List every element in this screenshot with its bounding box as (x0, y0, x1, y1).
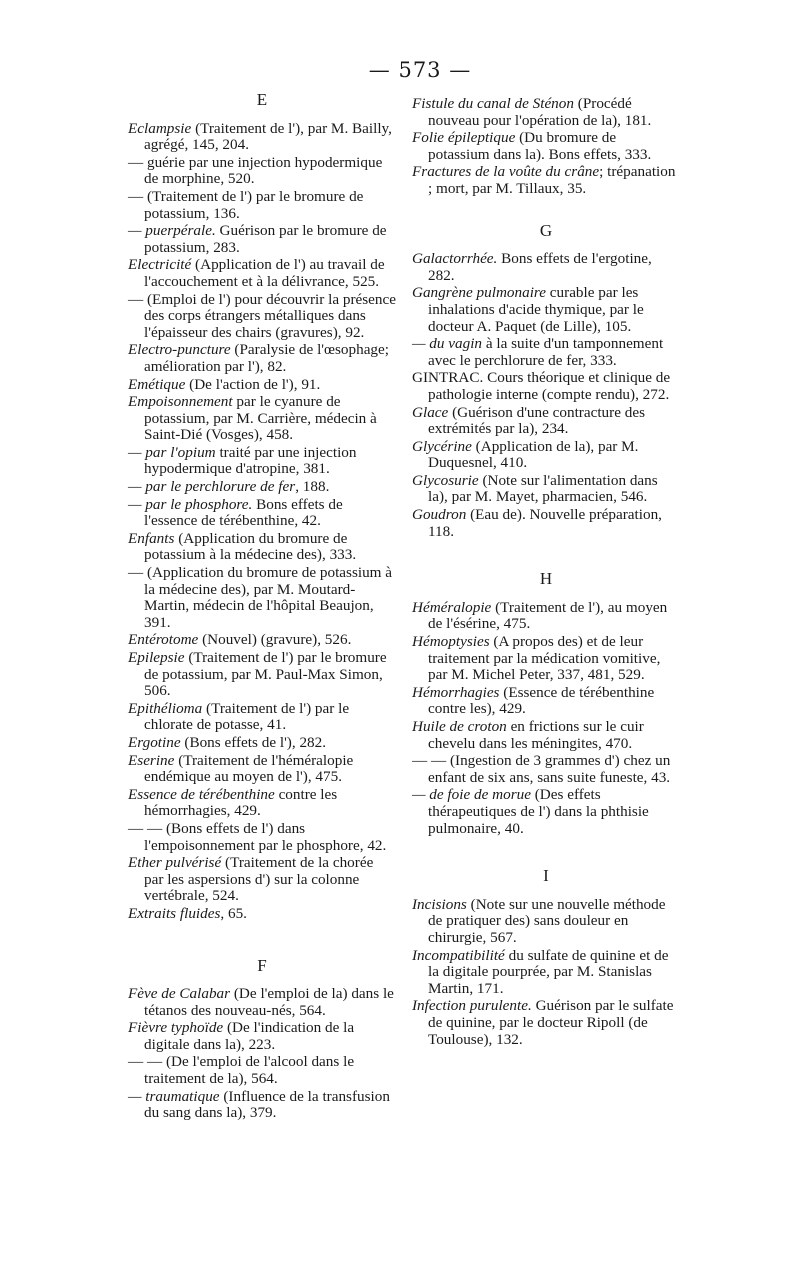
index-term: Fistule du canal de Sténon (412, 95, 574, 112)
index-detail: — (Application du bromure de potassium à la médecine des), par M. Moutard-Martin, médecin de l'hôpital Beaujon, 391. (128, 564, 393, 631)
index-detail: (Application du bromure de potassium à la médecine des), 333. (144, 529, 357, 564)
index-entry (128, 821, 396, 854)
index-entry (412, 285, 680, 335)
index-entry (412, 164, 680, 197)
index-entry (412, 753, 680, 786)
index-entry (412, 948, 680, 998)
index-entry (128, 155, 396, 188)
section-h-entries (412, 600, 680, 837)
index-term: Eclampsie (128, 119, 192, 137)
index-entry (128, 701, 396, 734)
index-term: Fractures de la voûte du crâne (412, 163, 600, 181)
index-detail: (Traitement de la chorée par les aspersions d') sur la colonne vertébrale, 524. (144, 854, 374, 905)
index-entry (128, 565, 396, 631)
index-detail: (Traitement de l') par le chlorate de potasse, 41. (144, 699, 350, 734)
index-entry (128, 632, 396, 649)
index-detail: (Guérison d'une contracture des extrémités par la), 234. (428, 403, 645, 438)
section-letter-g: G (539, 220, 553, 240)
index-detail: GINTRAC. Cours théorique et clinique de pathologie interne (compte rendu), 272. (412, 369, 671, 403)
index-entry (412, 600, 680, 633)
index-entry (128, 986, 396, 1019)
index-term: Epilepsie (128, 649, 185, 666)
index-entry (412, 897, 680, 947)
index-detail: — guérie par une injection hypodermique de morphine, 520. (128, 153, 383, 188)
index-term: Infection purulente. (412, 997, 532, 1015)
index-term: Essence de térébenthine (128, 785, 275, 803)
index-entry (412, 507, 680, 540)
index-term: — par le phosphore. (128, 495, 253, 513)
index-term: Empoisonnement (128, 393, 233, 411)
index-entry (412, 439, 680, 472)
index-detail: (Note sur l'alimentation dans la), par M. Mayet, pharmacien, 546. (428, 471, 658, 506)
index-detail: contre les hémorrhagies, 429. (144, 785, 338, 820)
index-entry (128, 292, 396, 342)
index-entry (128, 906, 396, 923)
index-detail: du sulfate de quinine et de la digitale pourprée, par M. Stanislas Martin, 171. (428, 946, 669, 997)
index-term: Glycosurie (412, 471, 479, 489)
index-entry (128, 342, 396, 375)
index-detail: (Note sur une nouvelle méthode de pratiquer des) sans douleur en chirurgie, 567. (428, 895, 666, 946)
index-detail: traité par une injection hypodermique d'atropine, 381. (144, 443, 357, 478)
index-detail: — — (Bons effets de l') dans l'empoisonnement par le phosphore, 42. (128, 819, 387, 854)
section-e-entries (128, 121, 396, 923)
index-detail: (Essence de térébenthine contre les), 429. (428, 683, 655, 718)
index-detail: par le cyanure de potassium, par M. Carrière, médecin à Saint-Dié (Vosges), 458. (144, 393, 377, 444)
index-detail: — (Emploi de l') pour découvrir la présence des corps étrangers métalliques dans l'épaisseur des chairs (gravures), 92. (128, 290, 396, 341)
section-letter-e: E (256, 90, 268, 109)
index-entry (128, 394, 396, 444)
index-term: Extraits fluides (128, 904, 221, 922)
index-term: Ether pulvérisé (128, 854, 222, 872)
index-entry (128, 1089, 396, 1122)
index-term: Goudron (412, 506, 467, 524)
index-detail: (Traitement de l') par le bromure de potassium, par M. Paul-Max Simon, 506. (144, 649, 387, 700)
index-term: — de foie de morue (412, 786, 531, 804)
index-detail: (Procédé nouveau pour l'opération de la), 181. (428, 95, 652, 129)
index-term: Hémoptysies (412, 633, 490, 651)
index-detail: en frictions sur le cuir chevelu dans les méningites, 470. (428, 718, 644, 752)
index-term: — par l'opium (128, 443, 216, 461)
index-detail: Guérison par le sulfate de quinine, par le docteur Ripoll (de Toulouse), 132. (428, 997, 674, 1048)
index-term: Fièvre typhoïde (128, 1019, 224, 1037)
index-entry (128, 223, 396, 256)
index-term: Enfants (128, 529, 175, 547)
index-entry (412, 130, 680, 163)
index-term: Héméralopie (412, 598, 492, 616)
index-entry (412, 473, 680, 506)
index-term: Epithélioma (128, 699, 203, 717)
index-term: Emétique (128, 375, 186, 393)
index-detail: (Du bromure de potassium dans la). Bons effets, 333. (428, 129, 652, 163)
index-term: Incompatibilité (412, 946, 505, 964)
index-detail: (De l'emploi de la) dans le tétanos des nouveau-nés, 564. (144, 985, 394, 1019)
section-f-entries (128, 986, 396, 1122)
index-detail: (Nouvel) (gravure), 526. (198, 631, 352, 649)
index-detail: (Des effets thérapeutiques de l') dans la phthisie pulmonaire, 40. (428, 786, 649, 837)
index-term: — par le perchlorure de fer (128, 478, 296, 496)
index-detail: — — (De l'emploi de l'alcool dans le traitement de la), 564. (128, 1053, 355, 1088)
index-entry (412, 405, 680, 438)
index-detail: , 188. (295, 478, 330, 496)
index-term: — du vagin (412, 335, 483, 353)
index-term: Glace (412, 403, 449, 421)
index-entry (128, 650, 396, 700)
index-detail: , 65. (220, 904, 247, 922)
index-entry (412, 251, 680, 284)
index-term: — traumatique (128, 1087, 220, 1105)
section-g-entries (412, 251, 680, 540)
index-entry (412, 370, 680, 403)
index-entry (128, 377, 396, 394)
index-term: Incisions (412, 895, 467, 913)
index-term: Gangrène pulmonaire (412, 284, 546, 302)
index-detail: (Traitement de l'), au moyen de l'ésérine, 475. (428, 598, 668, 633)
index-detail: (Paralysie de l'œsophage; amélioration par l'), 82. (144, 341, 389, 375)
index-detail: — — (Ingestion de 3 grammes d') chez un enfant de six ans, sans suite funeste, 43. (412, 752, 671, 786)
index-entry (128, 497, 396, 530)
index-term: Electricité (128, 256, 192, 274)
index-term: — puerpérale. (128, 222, 216, 240)
index-entry (412, 998, 680, 1048)
index-detail: (Application de l') au travail de l'accouchement et à la délivrance, 525. (144, 256, 385, 290)
index-detail: (De l'indication de la digitale dans la), 223. (144, 1019, 355, 1053)
index-detail: (Eau de). Nouvelle préparation, 118. (428, 506, 662, 540)
index-term: Huile de croton (412, 718, 507, 735)
index-detail: Bons effets de l'essence de térébenthine, 42. (144, 495, 343, 530)
index-detail: (A propos des) et de leur traitement par la médication vomitive, par M. Michel Peter, 337, 481, 529. (428, 633, 661, 684)
index-entry (128, 1020, 396, 1053)
index-entry (128, 531, 396, 564)
index-term: Eserine (128, 751, 175, 769)
right-column (412, 96, 680, 1049)
index-term: Ergotine (128, 733, 181, 751)
index-detail: (Influence de la transfusion du sang dans la), 379. (144, 1087, 390, 1122)
index-entry (412, 336, 680, 369)
index-entry (412, 634, 680, 684)
index-term: Entérotome (128, 631, 199, 649)
index-term: Fève de Calabar (128, 985, 231, 1003)
page-number: — 573 — (368, 58, 472, 82)
index-detail: Bons effets de l'ergotine, 282. (428, 250, 652, 284)
index-detail: à la suite d'un tamponnement avec le perchlorure de fer, 333. (428, 335, 664, 369)
index-detail: (Application de la), par M. Duquesnel, 410. (428, 437, 639, 472)
section-e-continued-entries (412, 96, 680, 198)
index-term: Folie épileptique (412, 129, 516, 147)
index-entry (128, 753, 396, 786)
index-term: Galactorrhée. (412, 250, 498, 268)
index-entry (128, 855, 396, 905)
section-letter-h: H (539, 569, 553, 589)
index-detail: (Traitement de l'héméralopie endémique au moyen de l'), 475. (144, 751, 354, 786)
section-letter-i: I (543, 866, 549, 886)
index-entry (412, 787, 680, 837)
index-entry (128, 445, 396, 478)
section-i-entries (412, 897, 680, 1048)
index-entry (412, 96, 680, 129)
index-entry (128, 121, 396, 154)
index-detail: (De l'action de l'), 91. (185, 375, 321, 393)
index-detail: (Traitement de l'), par M. Bailly, agrégé, 145, 204. (144, 119, 392, 154)
index-entry (128, 1054, 396, 1087)
index-entry (128, 257, 396, 290)
index-entry (412, 685, 680, 718)
left-column (128, 88, 396, 1123)
index-detail: curable par les inhalations d'acide thymique, par le docteur A. Paquet (de Lille), 105. (428, 284, 644, 335)
index-entry (128, 479, 396, 496)
index-entry (412, 719, 680, 752)
index-entry (128, 787, 396, 820)
index-entry (128, 735, 396, 752)
index-detail: Guérison par le bromure de potassium, 283. (144, 222, 387, 256)
index-detail: — (Traitement de l') par le bromure de potassium, 136. (128, 187, 364, 222)
index-detail: (Bons effets de l'), 282. (180, 733, 327, 751)
index-term: Electro-puncture (128, 341, 231, 359)
index-detail: ; trépanation ; mort, par M. Tillaux, 35. (428, 163, 676, 197)
index-term: Glycérine (412, 437, 472, 455)
index-entry (128, 189, 396, 222)
index-term: Hémorrhagies (412, 683, 500, 701)
section-letter-f: F (257, 955, 267, 975)
